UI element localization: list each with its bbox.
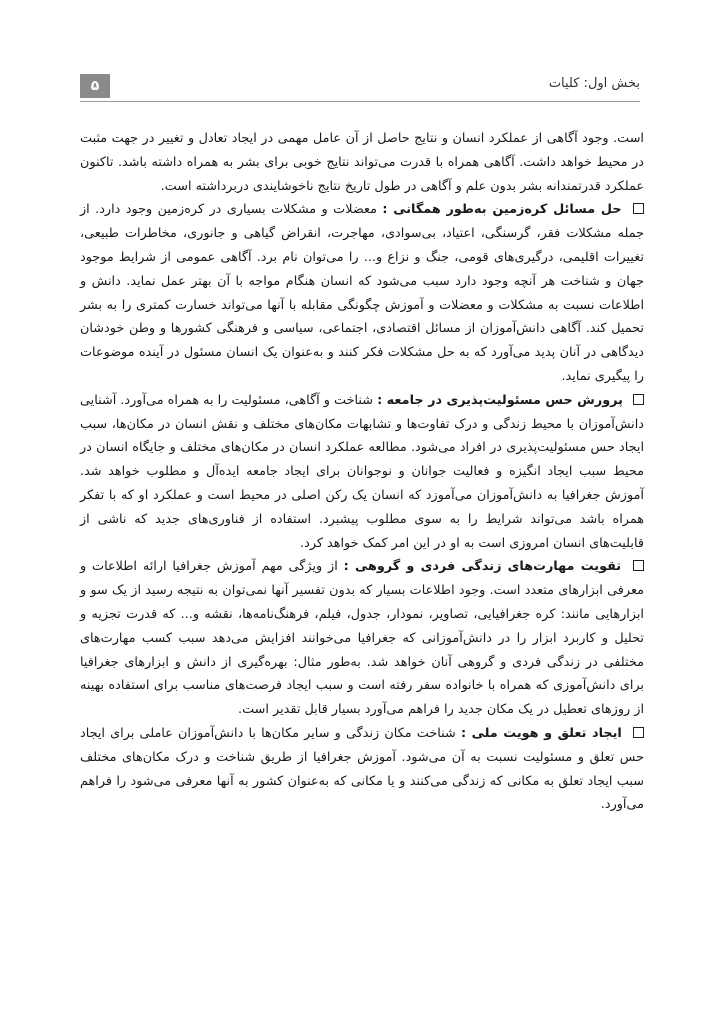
section-body: از ویژگی مهم آموزش جغرافیا ارائه اطلاعات و معرفی ابزارهای متعدد است. وجود اطلاعات بسیار که بدون تفسیر آنها نمی‌توان به نتیجه رسید از یک سو و ابزارهایی مانند: کره جغرافیایی، تصاویر، نمودار، جدول، فیلم، فرهنگ‌نامه‌ها، نقشه و... که قدرت تجزیه و تحلیل و کاربرد ابزار را در دانش‌آموزانی که جغرافیا می‌خوانند افزایش می‌دهد سبب کسب مهارت‌های مختلفی در زندگی فردی و گروهی آنان خواهد شد. به‌طور مثال: بهره‌گیری از دانش و ابزارهای جغرافیا برای دانش‌آموزی که همراه با خانواده سفر رفته است و سبب ایجاد فرصت‌های مناسب برای استفاده بهینه از روزهای تعطیل در یک مکان جدید را فراهم می‌آورد بسیار قابل تقدیر است. <box>80 559 644 718</box>
page-body <box>80 127 644 817</box>
section-heading: ایجاد تعلق و هویت ملی : <box>460 725 622 741</box>
section-paragraph <box>80 198 644 388</box>
section-body: شناخت مکان زندگی و سایر مکان‌ها با دانش‌آموزان عاملی برای ایجاد حس تعلق و مسئولیت نسبت به آن می‌شود. آموزش جغرافیا از طریق شناخت و درک مکان‌های مختلف سبب ایجاد تعلق به مکانی که زندگی می‌کنند و یا مکانی که به‌عنوان کشور به آنها معرفی می‌شود را فراهم می‌آورد. <box>80 725 644 813</box>
page-header <box>80 74 640 100</box>
section-paragraph <box>80 722 644 817</box>
checkbox-bullet-icon <box>633 727 644 738</box>
section-body: معضلات و مشکلات بسیاری در کره‌زمین وجود دارد. از جمله مشکلات فقر، گرسنگی، اعتیاد، بی‌سوادی، مهاجرت، انقراض گیاهی و جانوری، مخاطرات طبیعی، تغییرات اقلیمی، درگیری‌های قومی، جنگ و نزاع و... را می‌توان نام برد. آگاهی عمومی از شرایط موجود جهان و شناخت هر آنچه وجود دارد سبب می‌شود که انسان هنگام مواجه با آن بهتر عمل نماید. دانش و اطلاعات نسبت به مشکلات و معضلات و آموزش چگونگی مقابله با آنها می‌تواند خسارت کمتری را به بشر تحمیل کند. آگاهی دانش‌آموزان از مسائل اقتصادی، اجتماعی، سیاسی و فرهنگی کشورها و وطن خودشان دیدگاهی در آنان پدید می‌آورد که به حل مشکلات فکر کنند و به‌عنوان یک انسان مسئول در آینده موضوعات را پیگیری نماید. <box>80 202 644 384</box>
section-paragraph <box>80 389 644 556</box>
section-paragraph <box>80 555 644 722</box>
section-heading: پرورش حس مسئولیت‌پذیری در جامعه : <box>377 392 623 408</box>
intro-paragraph: است. وجود آگاهی از عملکرد انسان و نتایج حاصل از آن عامل مهمی در ایجاد تعادل و تغییر در جهت مثبت در محیط خواهد داشت. آگاهی همراه با قدرت می‌تواند نتایج خوبی برای بشر به همراه داشته باشد. تاکنون عملکرد قدرتمندانه بشر بدون علم و آگاهی در طول تاریخ نتایج ناخوشایندی دربرداشته است. <box>80 131 644 194</box>
checkbox-bullet-icon <box>633 394 644 405</box>
section-heading: حل مسائل کره‌زمین به‌طور همگانی : <box>382 202 622 218</box>
section-title: بخش اول: کلیات <box>548 76 640 91</box>
section-heading: تقویت مهارت‌های زندگی فردی و گروهی : <box>343 559 622 575</box>
checkbox-bullet-icon <box>633 203 644 214</box>
checkbox-bullet-icon <box>633 560 644 571</box>
header-divider <box>80 101 640 102</box>
page-number: ۵ <box>80 74 110 98</box>
section-body: شناخت و آگاهی، مسئولیت را به همراه می‌آورد. آشنایی دانش‌آموزان با محیط زندگی و درک تفاوت‌ها و تشابهات مکان‌های مختلف و نقش انسان در مکان‌ها، سبب ایجاد حس مسئولیت‌پذیری در افراد می‌شود. مطالعه عملکرد انسان در مکان‌های مختلف و جایگاه انسان در محیط سبب ایجاد انگیزه و فعالیت جوانان و نوجوانان برای ایجاد جامعه ایده‌آل و مطلوب خواهد شد. آموزش جغرافیا به دانش‌آموزان می‌آموزد که انسان یک رکن اصلی در محیط است و عملکرد او که با تفکر همراه باشد می‌تواند شرایط را به سوی مطلوب پیشبرد. استفاده از فناوری‌های جدید که ناشی از قابلیت‌های انسان امروزی است به او در این امر کمک خواهد کرد. <box>80 392 644 551</box>
